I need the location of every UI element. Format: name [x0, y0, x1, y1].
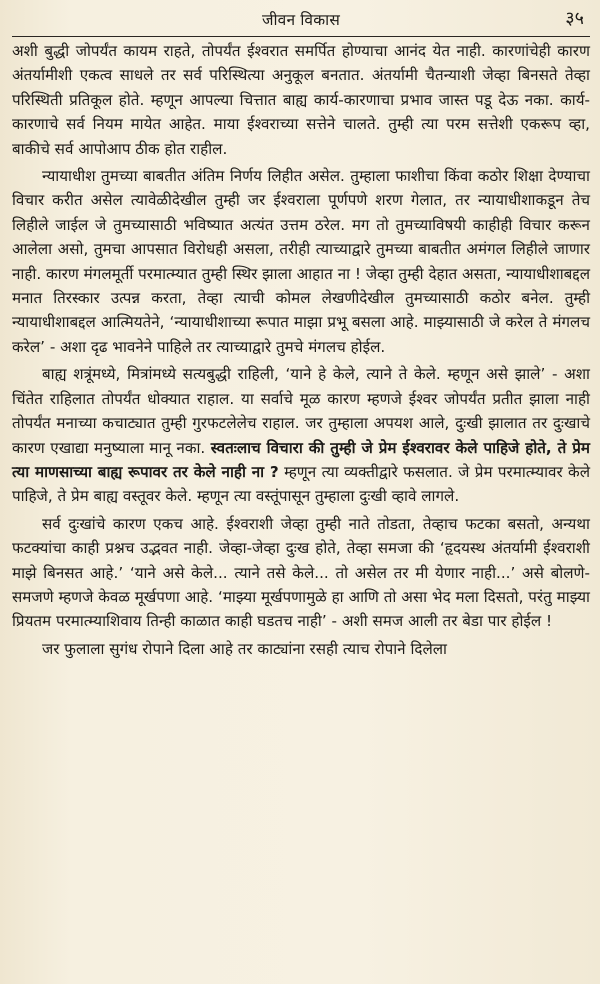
paragraph-5: जर फुलाला सुगंध रोपाने दिला आहे तर काट्यांना रसही त्याच रोपाने दिलेला	[42, 639, 447, 658]
page-body	[12, 37, 590, 661]
paragraph-1: अशी बुद्धी जोपर्यंत कायम राहते, तोपर्यंत ईश्वरात समर्पित होण्याचा आनंद येत नाही. कारणांचेही कारण अंतर्यामीशी एकत्व साधले तर सर्व परिस्थित्या अनुकूल बनतात. अंतर्यामी चैतन्याशी जेव्हा बिनसते तेव्हा परिस्थिती प्रतिकूल होते. म्हणून आपल्या चित्तात बाह्य कार्य-कारणाचा प्रभाव जास्त पडू देऊ नका. कार्य-कारणाचे सर्व नियम मायेत आहेत. माया ईश्वराच्या सत्तेने चालते. तुम्ही त्या परम सत्तेशी एकरूप व्हा, बाकीचे सर्व आपोआप ठीक होत राहील.	[12, 42, 590, 158]
running-head: जीवन विकास	[261, 11, 341, 29]
page-number: ३५	[565, 8, 584, 29]
paragraph-3-text-after: म्हणून त्या व्यक्तीद्वारे फसलात. जे प्रेम परमात्म्यावर केले पाहिजे, ते प्रेम बाह्य वस्तूवर केले. म्हणून त्या वस्तूंपासून तुम्हाला दुःखी व्हावे लागले.	[12, 462, 590, 506]
paragraph-3-text-before: बाह्य शत्रूंमध्ये, मित्रांमध्ये सत्यबुद्धी राहिली, ‘याने हे केले, त्याने ते केले. म्हणून असे झाले’ - अशा चिंतेत राहिलात तोपर्यंत धोक्यात राहाल. या सर्वाचे मूळ कारण म्हणजे ईश्वर जोपर्यंत प्रतीत झाला नाही तोपर्यंत मनाच्या कचाट्यात तुम्ही गुरफटलेलेच राहाल. जर तुम्हाला अपयश आले, दुःखी झालात तर दुःखाचे कारण एखाद्या मनुष्याला मानू नका.	[12, 365, 590, 457]
paragraph-2: न्यायाधीश तुमच्या बाबतीत अंतिम निर्णय लिहीत असेल. तुम्हाला फाशीचा किंवा कठोर शिक्षा देण्याचा विचार करीत असेल त्यावेळीदेखील तुम्ही जर ईश्वराला पूर्णपणे शरण गेलात, तर न्यायाधीशाकडून तेच लिहीले जाईल जे तुमच्यासाठी भविष्यात अत्यंत उत्तम ठरेल. मग तो तुमच्याविषयी काहीही विचार करून आलेला असो, तुमचा आपसात विरोधही असला, तरीही त्याच्याद्वारे तुमच्या बाबतीत अमंगल लिहीले जाणार नाही. कारण मंगलमूर्ती परमात्म्यात तुम्ही स्थिर झाला आहात ना ! जेव्हा तुम्ही देहात असता, न्यायाधीशाबद्दल मनात तिरस्कार उत्पन्न करता, तेव्हा त्याची कोमल लेखणीदेखील तुमच्यासाठी कठोर बनेल. तुम्ही न्यायाधीशाबद्दल आत्मियतेने, ‘न्यायाधीशाच्या रूपात माझा प्रभू बसला आहे. माझ्यासाठी जे करेल ते मंगलच करेल’ - अशा दृढ भावनेने पाहिले तर त्याच्याद्वारे तुमचे मंगलच होईल.	[12, 167, 590, 356]
paragraph-3-bold-text: स्वतःलाच विचारा की तुम्ही जे प्रेम ईश्वरावर केले पाहिजे होते, ते प्रेम त्या माणसाच्या बाह्य रूपावर तर केले नाही ना ?	[12, 438, 590, 481]
paragraph-3	[12, 362, 590, 508]
paragraph-4: सर्व दुःखांचे कारण एकच आहे. ईश्वराशी जेव्हा तुम्ही नाते तोडता, तेव्हाच फटका बसतो, अन्यथा फटक्यांचा काही प्रश्नच उद्भवत नाही. जेव्हा-जेव्हा दुःख होते, तेव्हा समजा की ‘हृदयस्थ अंतर्यामी ईश्वराशी माझे बिनसत आहे.’ ‘याने असे केले... त्याने तसे केले... तो असेल तर मी येणार नाही...’ असे बोलणे-समजणे म्हणजे केवळ मूर्खपणा आहे. ‘माझ्या मूर्खपणामुळे हा आणि तो असा भेद मला दिसतो, परंतु माझ्या प्रियतम परमात्म्याशिवाय तिन्ही काळात काही घडतच नाही’ - अशी समज आली तर बेडा पार होईल !	[12, 514, 590, 631]
page-header	[12, 0, 590, 37]
